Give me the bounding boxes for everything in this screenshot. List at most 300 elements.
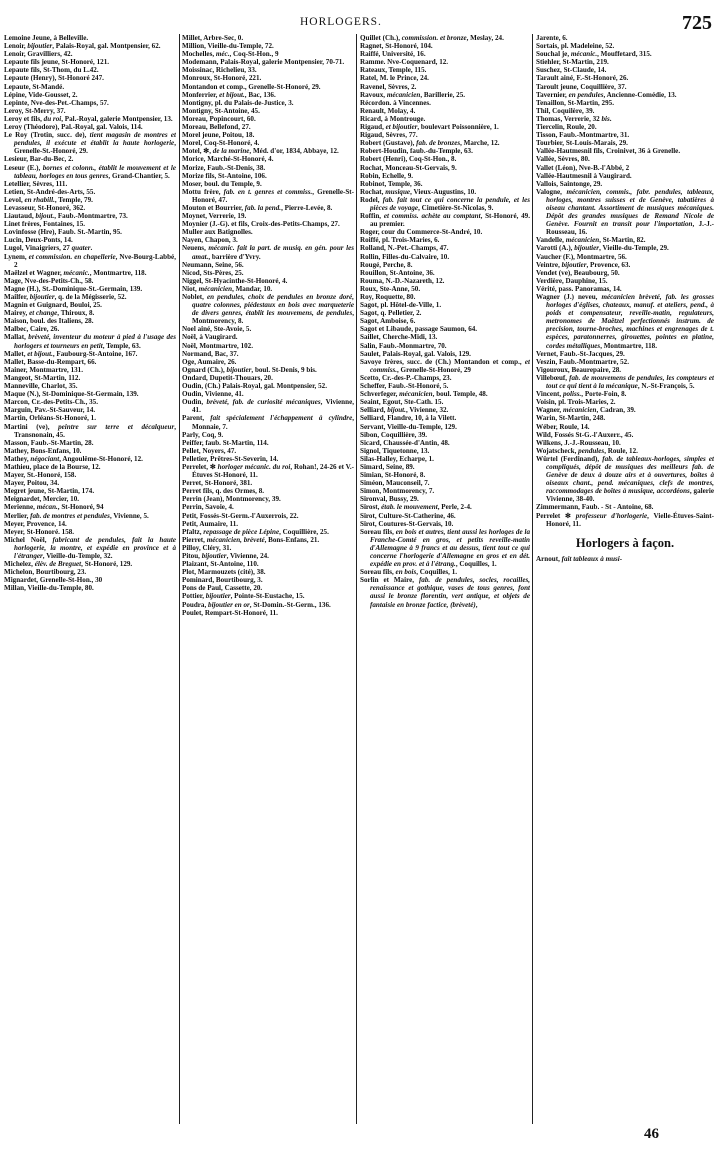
directory-entry: Tavernier, en pendules, Ancienne-Comédie, 13. — [536, 90, 677, 99]
directory-entry: Noël, à Vaugirard. — [182, 333, 238, 342]
directory-entry: Pottier, bijoutier, Pointe-St-Eustache, 15. — [182, 592, 305, 601]
entry-italic: élèv. de Breguet — [34, 560, 82, 569]
directory-entry: Simian, St-Honoré, 8. — [360, 471, 426, 480]
directory-entry: Ravenel, Sèvres, 2. — [360, 82, 417, 91]
directory-entry: Nicod, Sts-Pères, 25. — [182, 268, 244, 277]
entry-italic: bijoutier — [29, 293, 55, 301]
directory-entry: Sagot, q. Pelletier, 2. — [360, 309, 422, 318]
directory-columns — [4, 34, 716, 1134]
entry-italic: méc. — [215, 50, 230, 59]
directory-entry: Vendet (ve), Beaubourg, 50. — [536, 268, 620, 277]
printer-signature: 46 — [644, 1126, 659, 1142]
directory-entry: Saulet, Palais-Royal, gal. Valois, 129. — [360, 349, 471, 358]
directory-entry: Morice, Marché-St-Honoré, 4. — [182, 155, 274, 164]
directory-entry: Neuens, mécanic. fait la part. de musiq. en gén. pour les amat., barrière d'Yvry. — [182, 244, 354, 261]
directory-entry: Parent, fait spécialement l'échappement à cylindre, Monnaie, 7. — [182, 414, 354, 431]
directory-entry: Perrelet ✻ professeur d'horlogerie, Vielle-Étuves-Saint-Honoré, 11. — [536, 511, 714, 528]
entry-italic: repassage de pièce Lépine — [203, 527, 280, 536]
directory-entry: Mochelles, méc., Coq-St-Hon., 9 — [182, 50, 279, 59]
directory-entry: Poulet, Rempart-St-Honoré, 11. — [182, 608, 278, 617]
directory-entry: Million, Vieille-du-Temple, 72. — [182, 42, 274, 51]
directory-entry: Pierret, mécanicien, brèveté, Bons-Enfans, 21. — [182, 535, 320, 544]
directory-entry: Letien, St-André-des-Arts, 55. — [4, 187, 96, 196]
directory-entry: Vincent, poliss., Porte-Foin, 8. — [536, 390, 627, 399]
directory-entry: Malbec, Caire, 26. — [4, 325, 60, 334]
directory-entry: Niggel, St-Hyacinthe-St-Honoré, 4. — [182, 276, 288, 285]
entry-italic: et commiss. — [370, 357, 530, 374]
directory-entry: Meyer, Provence, 14. — [4, 519, 67, 528]
directory-entry: Soreau fils, en bois et autres, tient aussi les horloges de la Franche-Comté en gros, et petits reveille-matin d'Allemagne à 9 francs et au dessus, tient tout ce qui concerne l'horlogerie d'Allemagne en gros et en dét. expédie en prov. et à l'étrang., Coquilles, 1. — [360, 527, 530, 569]
directory-entry: Oudin, (Ch.) Palais-Royal, gal. Montpensier, 52. — [182, 382, 327, 391]
directory-entry: Modemann, Palais-Royal, galerie Montpensier, 70-71. — [182, 58, 345, 67]
entry-italic: bornes et colonn., établit le mouvement et le tableau, horloges en tous genres — [14, 163, 176, 180]
directory-entry: Rougé, Perche, 8. — [360, 260, 413, 269]
directory-entry: Leroy et fils, du roi, Pal.-Royal, galerie Montpensier, 13. — [4, 114, 173, 123]
entry-italic: en rhabill. — [24, 195, 55, 204]
page-header — [0, 14, 718, 34]
directory-entry: Mallet, et bijout., Faubourg-St-Antoine, 167. — [4, 349, 138, 358]
directory-entry: Sibon, Coquillière, 39. — [360, 430, 428, 439]
entry-italic: mécanicien — [386, 90, 421, 99]
entry-italic: bijout. — [387, 406, 406, 415]
directory-entry: Vallée-Hautmesnil à Vaugirard. — [536, 171, 632, 180]
directory-entry: Lepinte, Nve-des-Pet.-Champs, 57. — [4, 98, 109, 107]
directory-entry: Lenoir, Gravilliers, 42. — [4, 50, 73, 59]
directory-entry: Michel Noël, fabricant de pendules, fait la haute horlogerie, la montre, et expédie en province et à l'étranger, Vieille-du-Temple, 32. — [4, 535, 176, 560]
directory-entry: Lepaute fils, St-Thom, du L.42. — [4, 66, 99, 75]
directory-entry: Sagot, pl. Hôtel-de-Ville, 1. — [360, 301, 442, 310]
directory-entry: Verdière, Dauphine, 15. — [536, 276, 608, 285]
directory-entry: Oudin, Vivienne, 41. — [182, 390, 244, 399]
directory-entry: Monroux, St-Honoré, 221. — [182, 74, 262, 83]
directory-entry: Rouillon, St-Antoine, 36. — [360, 268, 435, 277]
directory-entry: Jarente, 6. — [536, 34, 568, 42]
entry-italic: mécanic. — [570, 50, 598, 59]
directory-entry: Lépine, Vide-Gousset, 2. — [4, 90, 78, 99]
entry-italic: fab. de montres et pendules — [30, 511, 110, 520]
directory-entry: Mailfer, bijoutier, q. de la Mégisserie, 52. — [4, 293, 127, 301]
directory-entry: Muller aux Batignolles. — [182, 228, 253, 237]
directory-entry: Sagot, Amboise, 6. — [360, 317, 416, 326]
directory-entry: Souchal je, mécanic., Mouffetard, 315. — [536, 50, 652, 59]
directory-entry: Savoye frères, succ. de (Ch.) Montandon et comp., et commiss., Grenelle-St-Honoré, 29 — [360, 357, 530, 374]
entry-italic: étab. le mouvement — [381, 503, 438, 512]
directory-entry: Mathey, négociant, Angoulême-St-Honoré, 12. — [4, 454, 143, 463]
directory-entry: Leseur (E.), bornes et colonn., établit le mouvement et le tableau, horloges en tous genres, Grand-Chantier, 5. — [4, 163, 176, 180]
directory-entry: Mayer, Poitou, 34. — [4, 479, 60, 488]
column-rule — [179, 34, 180, 1124]
directory-entry: Salin, Faub.-Monmartre, 70. — [360, 341, 447, 350]
directory-entry: Parly, Coq, 9. — [182, 430, 224, 439]
directory-entry: Lepaute (Henry), St-Honoré 247. — [4, 74, 104, 83]
directory-entry: Sirot, Coutures-St-Gervais, 10. — [360, 519, 454, 528]
directory-entry: Rochat, musique, Vieux-Augustins, 10. — [360, 187, 477, 196]
directory-entry: Wagner, mécanicien, Cadran, 39. — [536, 406, 636, 415]
directory-entry: Récordon. à Vincennes. — [360, 98, 431, 107]
directory-entry: Taroult jeune, Coquillière, 37. — [536, 82, 627, 91]
entry-italic: bijoutier — [205, 592, 231, 601]
directory-entry: Oudin, brèveté, fab. de curiosité mécaniques, Vivienne, 41. — [182, 398, 354, 415]
directory-entry: Levol, en rhabill., Temple, 79. — [4, 195, 93, 204]
directory-entry: Normand, Bac, 37. — [182, 349, 239, 358]
directory-entry: Wéber, Roule, 14. — [536, 422, 590, 431]
directory-entry: Magnin et Guignard, Bouloi, 25. — [4, 301, 102, 310]
directory-entry: Lucin, Deux-Ponts, 14. — [4, 236, 73, 245]
directory-entry: Vallet (Léon), Nve-B.-l'Abbé, 2 — [536, 163, 630, 172]
directory-entry: Robert-Houdin, faub.-du-Temple, 63. — [360, 147, 473, 156]
directory-entry: Selliard, Flandre, 10, à la Vilett. — [360, 414, 457, 423]
directory-entry: Moynier (J.-G). et fils, Croix-des-Petits-Champs, 27. — [182, 220, 340, 229]
directory-entry: Vérité, pass. Panoramas, 14. — [536, 284, 622, 293]
directory-entry: Marguin, Pav.-St-Sauveur, 14. — [4, 406, 96, 415]
directory-entry: Millan, Vieille-du-Temple, 80. — [4, 584, 94, 593]
entry-italic: tient magasin de montres et pendules, il exécute et établit la haute horlogerie — [14, 131, 176, 148]
directory-entry: Mottu frère, fab. en t. genres et commiss., Grenelle-St-Honoré, 47. — [182, 187, 354, 204]
column-2 — [182, 34, 354, 1134]
directory-entry: Perret, St-Honoré, 381. — [182, 479, 253, 488]
directory-entry: Tenaillon, St-Martin, 295. — [536, 98, 614, 107]
directory-entry: Arnout, fait tableaux à musi- — [536, 554, 623, 563]
directory-entry: Montigny, pl. du Palais-de-Justice, 3. — [182, 98, 294, 107]
directory-entry: Veintre, bijoutier, Provence, 63. — [536, 260, 631, 269]
directory-entry: Marcon, Cr.-des-Petits-Ch., 35. — [4, 398, 98, 407]
directory-entry: Lepaute, St-Mandé. — [4, 82, 65, 91]
directory-entry: Rouma, N.-D.-Nazareth, 12. — [360, 276, 445, 285]
directory-entry: Ognard (Ch.), bijoutier, boul. St-Denis, 9 bis. — [182, 365, 317, 374]
entry-italic: bijoutier — [226, 365, 252, 374]
entry-italic: mécanicien, commis., fabr. pendules, tableaux, horloges, montres suisses et de Genève, tabatières à oiseau chantant. Assortiment de musiques mécaniques. Dépôt des grandes musiques de Remand Nicole de Genève. Fournit en transit pour l'importation — [546, 187, 714, 229]
directory-entry: Scetto, Cr.-des-P.-Champs, 23. — [360, 373, 452, 382]
directory-entry: Montigny, St-Antoine, 45. — [182, 106, 260, 115]
directory-entry: Peiffer, faub. St-Martin, 114. — [182, 438, 269, 447]
entry-italic: fabricant de pendules, fait la haute horlogerie, la montre, et expédie en province et à l'étranger — [14, 535, 176, 560]
directory-entry: Martini (ve), peintre sur terre et décalqueur, Transnonain, 45. — [4, 422, 176, 439]
directory-entry: Schverfeger, mécanicien, boul. Temple, 48. — [360, 390, 488, 399]
directory-entry: Renault, Molay, 4. — [360, 106, 416, 115]
directory-entry: Silas-Halley, Echarpe, 1. — [360, 454, 434, 463]
entry-italic: mécan. — [36, 503, 58, 512]
entry-italic: musique — [385, 187, 411, 196]
entry-italic: bijoutier — [201, 552, 227, 560]
column-rule — [356, 34, 357, 1124]
directory-entry: Robin, Echelle, 9. — [360, 171, 414, 180]
directory-entry: Suschez, St-Claude, 14. — [536, 66, 607, 75]
entry-italic: bijoutier en or — [208, 600, 250, 609]
directory-entry: Petit, Fossés-St-Germ.-l'Auxerrois, 22. — [182, 511, 299, 520]
directory-entry: Moser, boul. du Temple, 9. — [182, 179, 262, 188]
directory-entry: Moissinac, Richelieu, 33. — [182, 66, 257, 75]
directory-entry: Merienne, mécan., St-Honoré, 94 — [4, 503, 104, 512]
directory-entry: Levasseur, St-Honoré, 362. — [4, 203, 86, 212]
directory-entry: Ramme. Nve-Coquenard, 12. — [360, 58, 449, 67]
directory-entry: Warin, St-Martin, 248. — [536, 414, 606, 423]
entry-italic: et change — [29, 309, 58, 318]
running-title: HORLOGERS. — [300, 16, 382, 28]
page-number: 725 — [682, 12, 712, 34]
directory-entry: Vernet, Faub.-St-Jacques, 29. — [536, 349, 625, 358]
directory-entry: Ragnet, St-Honoré, 104. — [360, 42, 433, 51]
directory-entry: Masson, Faub.-St-Martin, 28. — [4, 438, 94, 447]
directory-entry: Roffin, et commiss. achète au comptant, St-Honoré, 49. au premier. — [360, 212, 530, 229]
directory-entry: Ratel, M. le Prince, 24. — [360, 74, 429, 83]
directory-entry: Michelez, élèv. de Breguet, St-Honoré, 129. — [4, 560, 133, 569]
entry-italic: en bois — [395, 568, 417, 577]
directory-entry: Le Roy (Trotin, succ. de), tient magasin de montres et pendules, il exécute et établit la haute horlogerie, Grenelle-St.-Honoré, 29. — [4, 131, 176, 156]
directory-entry: Magne (H.), St.-Dominique-St.-Germain, 139. — [4, 284, 143, 293]
directory-entry: Villebœuf, fab. de mouvemens de pendules, les compteurs et tout ce qui tient à la mécanique, N.-St-François, 5. — [536, 373, 714, 391]
directory-entry: Vallois, Saintonge, 29. — [536, 179, 603, 188]
directory-entry: Lenoir, bijoutier, Palais-Royal, gal. Montpensier, 62. — [4, 42, 161, 51]
entry-italic: mécanicien — [399, 390, 433, 399]
directory-entry: Thil, Coquilère, 39. — [536, 106, 595, 115]
directory-entry: Lynem, et commission. en chapellerie, Nve-Bourg-Labbé, 2 — [4, 252, 176, 269]
directory-entry: Robinot, Temple, 36. — [360, 179, 423, 188]
directory-entry: Wojatscheck, pendules, Roule, 12. — [536, 446, 638, 455]
entry-italic: bis — [601, 114, 610, 123]
directory-entry: Rigaud, Sèvres, 77. — [360, 131, 418, 140]
directory-entry: Neumann, Seine, 56. — [182, 260, 244, 269]
directory-entry: Vigouroux, Beaurepaire, 28. — [536, 365, 622, 374]
entry-italic: mécanicien brèveté, fab. les grosses horloges d'églises, chateaux, manuf. et ateliers, pend., à poids et compensateur, reveille-matin, regulateurs, metronomes de Maëtzel perfectionnés instrum. de precision, tourne-broches, machines et engrenages de t. espèces, paratonnerres, girouettes, pointes en platine, cordes métalliques — [546, 293, 714, 350]
directory-entry: Mathey, Bons-Enfans, 10. — [4, 446, 82, 455]
directory-entry: Raiffé, Université, 16. — [360, 50, 426, 59]
entry-italic: négociant — [30, 454, 60, 463]
directory-entry: Letellier, Sèvres, 111. — [4, 179, 68, 188]
directory-entry: Rateaux, Temple, 115. — [360, 66, 427, 75]
entry-italic: et bijout. — [27, 349, 53, 358]
directory-entry: Roy, Roquette, 80. — [360, 293, 416, 301]
directory-entry: Selliard, bijout., Vivienne, 32. — [360, 406, 449, 415]
directory-entry: Mouton et Bourrier, fab. la pend., Pierre-Levée, 8. — [182, 203, 333, 212]
directory-entry: Veszin, Faub.-Montmartre, 52. — [536, 357, 629, 366]
directory-entry: Siméon, Mauconseil, 7. — [360, 479, 430, 488]
entry-italic: en pendules, choix de pendules en bronze doré, quatre colonnes, piédestaux en bois avec marqueterie de divers genres, établit les mouvemens, de pendules — [192, 293, 354, 318]
entry-italic: et commission. en chapellerie — [28, 252, 116, 261]
directory-entry: Robert (Henri), Coq-St-Hon., 8. — [360, 155, 457, 164]
column-rule — [532, 34, 533, 1124]
directory-entry: Servant, Vieille-du-Temple, 129. — [360, 422, 457, 431]
directory-entry: Perrelet, ✻ horloger mécanic. du roi, Rohan!, 24-26 et V.-Étuves St-Honoré, 11. — [182, 462, 354, 480]
entry-italic: fait tableaux à musi- — [561, 554, 623, 563]
directory-entry: Noël, Montmartre, 102. — [182, 341, 253, 350]
entry-italic: mécanic. fait la part. de musiq. en gén. pour les amat. — [192, 244, 354, 261]
directory-entry: Maque (N.), St-Dominique-St-Germain, 139. — [4, 390, 139, 399]
directory-entry: Motel, ✻, de la marine, Méd. d'or, 1834, Abbaye, 12. — [182, 147, 339, 156]
directory-entry: Rodel, fab. fait tout ce qui concerne la pendule, et les pièces de voyage, Cimetière-St-Nicolas, 9. — [360, 195, 530, 212]
directory-entry: Meignardet, Mercier, 10. — [4, 495, 80, 504]
directory-entry: Nayen, Chapon, 3. — [182, 236, 238, 245]
entry-italic: bijoutier — [561, 260, 587, 269]
entry-italic: fab. de mouvemens de pendules, les compteurs et tout ce qui tient à la mécanique — [546, 373, 714, 391]
directory-entry: Rollin, Filles-du-Calvaire, 10. — [360, 252, 450, 261]
directory-entry: Sironval, Bussy, 29. — [360, 495, 419, 504]
directory-entry: Saillet, Cherche-Midi, 13. — [360, 333, 438, 342]
directory-entry: Pfaltz, repassage de pièce Lépine, Coquillière, 25. — [182, 527, 329, 536]
directory-entry: Voisin, pl. Trois-Maries, 2. — [536, 398, 616, 407]
column-1 — [4, 34, 176, 1134]
directory-entry: Sorlin et Maire, fab. de pendules, socles, rocailles, renaissance et gothique, vases de tous genres, font aussi le bronze florentin, vert antique, et objets de fantaisie en bronze factice, (brèveté), — [360, 576, 530, 609]
entry-italic: fab. la pend. — [244, 203, 282, 212]
directory-entry: Ricard, à Montrouge. — [360, 114, 426, 123]
directory-entry: Mathieu, place de la Bourse, 12. — [4, 462, 101, 471]
directory-entry: Simard, Seine, 89. — [360, 462, 415, 471]
directory-entry: Wild, Fossés St-G.-l'Auxerr., 45. — [536, 430, 634, 439]
directory-entry: Stiehler, St-Martin, 219. — [536, 58, 609, 67]
directory-entry: Poudra, bijoutier en or, St-Domin.-St-Germ., 136. — [182, 600, 331, 609]
directory-entry: Thomas, Verrerie, 32 bis. — [536, 114, 612, 123]
entry-italic: fab. de pendules, socles, rocailles, renaissance et gothique, vases de tous genres, font aussi le bronze florentin, vert antique, et objets de fantaisie en bronze factice, (brèveté) — [370, 576, 530, 609]
directory-entry: Merlier, fab. de montres et pendules, Vivienne, 5. — [4, 511, 149, 520]
directory-entry: Pons de Paul, Cassette, 20. — [182, 584, 263, 593]
directory-entry: Lemoine Jeune, à Belleville. — [4, 34, 89, 42]
directory-entry: Sirot, Culture-St-Catherine, 46. — [360, 511, 456, 520]
directory-entry: Pitou, bijoutier, Vivienne, 24. — [182, 552, 269, 560]
section-heading: Horlogers à façon. — [575, 535, 675, 550]
entry-italic: bijoutier — [574, 244, 600, 253]
directory-entry: Perrin, Savoie, 4. — [182, 503, 234, 512]
directory-entry: Manneville, Charlot, 35. — [4, 382, 78, 391]
column-3 — [360, 34, 530, 1134]
directory-entry: Soreau fils, en bois, Coquilles, 1. — [360, 568, 458, 577]
directory-entry: Maëlzel et Wagner, mécanic., Montmartre, 118. — [4, 268, 147, 277]
directory-entry: Morel jeune, Poitou, 18. — [182, 131, 255, 140]
directory-entry: Moreau, Popincourt, 60. — [182, 114, 256, 123]
directory-entry: Tarault ainé, F.-St-Honoré, 26. — [536, 74, 629, 83]
directory-entry: Liautaud, bijout., Faub.-Montmartre, 73. — [4, 212, 128, 221]
column-4 — [536, 34, 714, 1134]
directory-entry: Pelletier, Prêtres-St-Severin, 14. — [182, 454, 279, 463]
entry-italic: horloger mécanic. du roi — [217, 462, 291, 471]
directory-entry: Mage, Nve-des-Petits-Ch., 58. — [4, 276, 94, 285]
directory-entry: Varotti (A.), bijoutier, Vieille-du-Temple, 29. — [536, 244, 669, 253]
entry-italic: peintre sur terre et décalqueur — [58, 422, 175, 431]
entry-italic: de la marine — [212, 147, 250, 156]
entry-italic: fab. fait tout ce qui concerne la pendule, et les pièces de voyage — [370, 195, 530, 212]
directory-entry: Ravoux, mécanicien, Barillerie, 25. — [360, 90, 466, 99]
directory-entry: Roger, cour du Commerce-St-André, 10. — [360, 228, 483, 237]
directory-entry: Moynet, Verrerie, 19. — [182, 212, 247, 221]
directory-entry: Vaucher (F.), Montmartre, 56. — [536, 252, 627, 261]
entry-italic: et bijoutier — [385, 123, 418, 132]
entry-italic: en pendules — [568, 90, 604, 99]
entry-italic: bijout. — [35, 212, 55, 221]
directory-entry: Lovinfosse (Hre), Faub. St.-Martin, 95. — [4, 228, 122, 237]
directory-entry: Vandelle, mécanicien, St-Martin, 82. — [536, 236, 646, 245]
directory-entry: Vallée, Sèvres, 80. — [536, 155, 590, 164]
directory-entry: Niot, mécanicien, Mandar, 10. — [182, 284, 273, 293]
directory-entry: Ondard, Dupetit-Thouars, 20. — [182, 373, 273, 382]
directory-entry: Valogne, mécanicien, commis., fabr. pendules, tableaux, horloges, montres suisses et de Genève, tabatières à oiseau chantant. Assortiment de musiques mécaniques. Dépôt des grandes musiques de Remand Nicole de Genève. Fournit en transit pour l'importation, J.-J.-Rousseau, 16. — [536, 187, 714, 237]
entry-italic: fab. de bronzes — [416, 139, 461, 148]
directory-entry: Oge, Aumaire, 26. — [182, 357, 237, 366]
entry-italic: pendules — [578, 446, 605, 455]
directory-entry: Roux, Ste-Anne, 50. — [360, 284, 421, 293]
directory-entry: Morize fils, St-Antoine, 106. — [182, 171, 267, 180]
entry-italic: mécanicien — [565, 236, 600, 245]
directory-entry: Martin, Orléans-St-Honoré, 1. — [4, 414, 97, 423]
directory-entry: Michelon, Bourtibourg, 23. — [4, 568, 87, 577]
directory-entry: Sicard, Chaussée-d'Antin, 48. — [360, 438, 450, 447]
directory-entry: Linet frères, Fontaines, 15. — [4, 220, 86, 229]
directory-entry: Tisson, Faub.-Montmartre, 31. — [536, 131, 630, 140]
directory-entry: Pominard, Bourtibourg, 3. — [182, 576, 263, 585]
directory-entry: Leroy, St-Merry, 37. — [4, 106, 66, 115]
directory-entry: Wilkens, J.-J.-Rousseau, 10. — [536, 438, 621, 447]
entry-italic: et commiss. achète au comptant — [383, 212, 481, 221]
entry-italic: fab. de tableaux-horloges, simples et compliqués, dépôt de musiques des meilleurs fab. de Genève de deux à douze airs et à ouvertures, boîtes à oiseaux chant., pend. mécaniques, clefs de montres, raccommodages de boîtes à musique, accordéons — [546, 454, 714, 496]
directory-entry: Noblet, en pendules, choix de pendules en bronze doré, quatre colonnes, piédestaux en bois avec marqueterie de divers genres, établit les mouvemens, de pendules, Montmorency, 8. — [182, 293, 354, 326]
directory-entry: Simon, Montmorency, 7. — [360, 487, 435, 496]
directory-entry: Würtel (Ferdinand), fab. de tableaux-horloges, simples et compliqués, dépôt de musiques des meilleurs fab. de Genève de deux à douze airs et à ouvertures, boîtes à oiseaux chant., pend. mécaniques, clefs de montres, raccommodages de boîtes à musique, accordéons, galerie Vivienne, 38-40. — [536, 454, 714, 504]
entry-italic: quater — [71, 244, 91, 253]
entry-italic: brèveté, inventeur du moteur à pied à l'usage des horlogers et tourneurs en petit — [14, 333, 176, 350]
directory-entry: Perrin (Jean), Montmorency, 39. — [182, 495, 281, 504]
directory-entry: Mallat, brèveté, inventeur du moteur à pied à l'usage des horlogers et tourneurs en petit, Temple, 63. — [4, 333, 176, 350]
directory-entry: Robert (Gustave), fab. de bronzes, Marche, 12. — [360, 139, 500, 148]
entry-italic: mécanicien, brèveté — [206, 535, 265, 544]
directory-entry: Mallet, Basse-du-Rempart, 66. — [4, 357, 97, 366]
directory-entry: Mignardet, Grenelle-St-Hon., 30 — [4, 576, 103, 585]
directory-entry: Sirost, étab. le mouvement, Perle, 2-4. — [360, 503, 472, 512]
directory-entry: Plot, Marmouzets (cité), 38. — [182, 568, 266, 577]
entry-italic: du roi — [43, 114, 62, 123]
entry-italic: bijoutier — [27, 42, 53, 51]
directory-entry: Perret fils, q. des Ormes, 8. — [182, 487, 265, 496]
directory-entry: Sortais, pl. Madeleine, 52. — [536, 42, 615, 51]
entry-italic: brèveté, fab. de curiosité mécaniques — [206, 398, 321, 407]
entry-italic: professeur d'horlogerie — [575, 511, 648, 520]
directory-entry: Tourbier, St-Louis-Marais, 29. — [536, 139, 628, 148]
entry-italic: fab. en t. genres et commiss. — [223, 187, 313, 196]
entry-italic: fait spécialement l'échappement à cylindre — [210, 414, 353, 423]
entry-italic: mécanicien — [198, 284, 233, 293]
directory-entry: Petit, Aumaire, 11. — [182, 519, 239, 528]
directory-entry: Tiercelin, Roule, 20. — [536, 123, 597, 132]
directory-entry: Mairey, et change, Thiroux, 8. — [4, 309, 95, 318]
directory-entry: Morel, Coq-St-Honoré, 4. — [182, 139, 260, 148]
directory-entry: Mayer, St.-Honoré, 158. — [4, 471, 77, 480]
directory-entry: Rolland, N.-Pet.-Champs, 47. — [360, 244, 449, 253]
directory-entry: Leroy (Théodore), Pal.-Royal, gal. Valois, 114. — [4, 123, 143, 132]
entry-italic: poliss. — [562, 390, 582, 399]
directory-entry: Sagot et Libaude, passage Saumon, 64. — [360, 325, 478, 334]
directory-entry: Lesieur, Bar-du-Bec, 2. — [4, 155, 74, 164]
entry-italic: commission. et bronze — [401, 34, 467, 42]
directory-entry: Morize, Faub.-St-Denis, 38. — [182, 163, 266, 172]
directory-entry: Noel ainé, Ste-Avoie, 5. — [182, 325, 252, 334]
entry-italic: et bijout. — [219, 90, 245, 99]
directory-entry: Quillet (Ch.), commission. et bronze, Meslay, 24. — [360, 34, 504, 42]
directory-entry: Seaint, Egout, Ste-Cath. 15. — [360, 398, 444, 407]
directory-entry: Roiffé, pl. Trois-Maries, 6. — [360, 236, 440, 245]
directory-entry: Meyer, St-Honoré. 158. — [4, 527, 75, 536]
directory-entry: Pellet, Noyers, 47. — [182, 446, 237, 455]
directory-entry: Millet, Arbre-Sec, 0. — [182, 34, 244, 42]
directory-entry: Pilloy, Cléry, 31. — [182, 543, 232, 552]
directory-entry: Mangeot, St-Martin, 112. — [4, 373, 81, 382]
directory-entry: Signol, Tiquetonne, 13. — [360, 446, 430, 455]
entry-italic: mécanic. — [63, 268, 90, 277]
directory-entry: Lugol, Vinaigriers, 27 quater. — [4, 244, 93, 253]
directory-entry: Rigaud, et bijoutier, boulevart Poissonnière, 1. — [360, 123, 499, 132]
directory-entry: Moreau, Bellefond, 27. — [182, 123, 251, 132]
directory-entry: Scheffer, Faub.-St-Honoré, 5. — [360, 382, 449, 391]
directory-entry: Megret jeune, St-Martin, 174. — [4, 487, 95, 496]
directory-entry: Vallée-Hautmesnil fils, Croinivet, 36 à Grenelle. — [536, 147, 681, 156]
directory-entry: Monferrier, et bijout., Bac, 136. — [182, 90, 276, 99]
directory-entry: Maison, boul. des Italiens, 28. — [4, 317, 94, 326]
directory-entry: Zimmermann, Faub. - St - Antoine, 68. — [536, 503, 654, 512]
